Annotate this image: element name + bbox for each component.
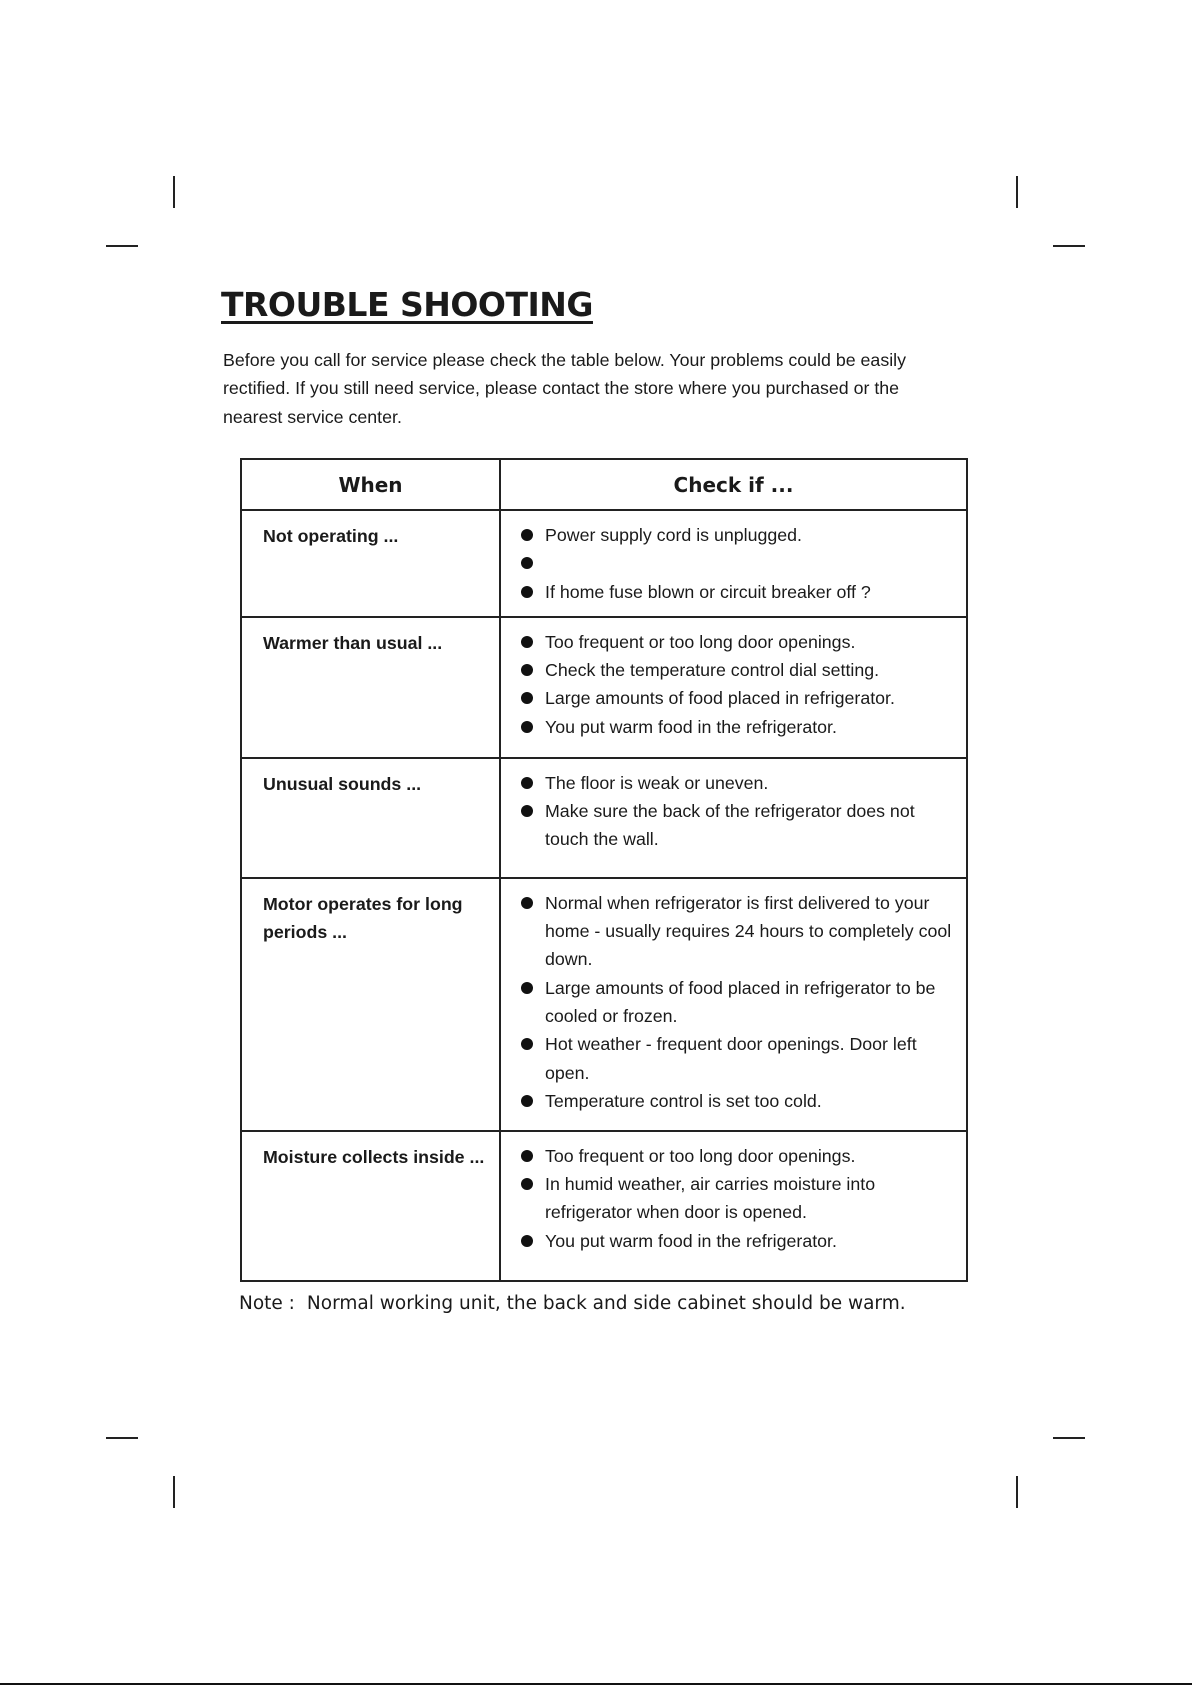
table-row — [241, 878, 967, 1131]
when-label: Moisture collects inside ... — [263, 1146, 485, 1167]
check-item: Make sure the back of the refrigerator does not touch the wall. — [521, 797, 956, 854]
check-item: Large amounts of food placed in refrigerator. — [521, 684, 956, 712]
check-cell — [500, 878, 967, 1131]
check-item: Hot weather - frequent door openings. Door left open. — [521, 1030, 956, 1087]
check-list — [501, 1132, 966, 1265]
when-label: Not operating ... — [263, 526, 399, 546]
crop-mark — [1016, 176, 1018, 208]
crop-mark — [173, 1476, 175, 1508]
header-check: Check if ... — [500, 459, 967, 510]
table-row — [241, 617, 967, 758]
crop-mark — [173, 176, 175, 208]
table-row — [241, 758, 967, 878]
check-item: If home fuse blown or circuit breaker off ? — [521, 578, 956, 606]
check-item: The floor is weak or uneven. — [521, 769, 956, 797]
check-cell — [500, 1131, 967, 1281]
crop-mark — [1053, 245, 1085, 247]
check-item: In humid weather, air carries moisture into refrigerator when door is opened. — [521, 1170, 956, 1227]
crop-mark — [1016, 1476, 1018, 1508]
when-cell — [241, 878, 500, 1131]
check-item: You put warm food in the refrigerator. — [521, 1227, 956, 1255]
check-item: Temperature control is set too cold. — [521, 1087, 956, 1115]
table-body — [241, 510, 967, 1281]
check-cell — [500, 510, 967, 617]
check-cell — [500, 617, 967, 758]
when-label: Motor operates for long periods ... — [263, 893, 463, 943]
header-when: When — [241, 459, 500, 510]
when-label: Warmer than usual ... — [263, 632, 443, 653]
table-header-row — [241, 459, 967, 510]
check-list — [501, 759, 966, 864]
check-list — [501, 511, 966, 616]
note — [239, 1291, 906, 1317]
intro-paragraph: Before you call for service please check the table below. Your problems could be easily rectified. If you still need service, please contact the store where you purchased or the nearest service center. — [223, 350, 906, 427]
crop-mark — [106, 1437, 138, 1439]
when-label: Unusual sounds ... — [263, 773, 422, 794]
check-item: Large amounts of food placed in refrigerator to be cooled or frozen. — [521, 974, 956, 1031]
check-item: Check the temperature control dial setting. — [521, 656, 956, 684]
when-cell — [241, 617, 500, 758]
check-item: You put warm food in the refrigerator. — [521, 713, 956, 741]
check-item: Too frequent or too long door openings. — [521, 1142, 956, 1170]
trouble-shooting-table — [240, 458, 968, 1282]
check-cell — [500, 758, 967, 878]
when-cell — [241, 1131, 500, 1281]
when-cell — [241, 758, 500, 878]
check-item — [521, 549, 956, 577]
table-row — [241, 510, 967, 617]
note-text: Normal working unit, the back and side cabinet should be warm. — [306, 1293, 906, 1314]
check-item: Too frequent or too long door openings. — [521, 628, 956, 656]
check-list — [501, 618, 966, 751]
note-label: Note : — [239, 1293, 295, 1314]
check-list — [501, 879, 966, 1125]
table-row — [241, 1131, 967, 1281]
check-item: Power supply cord is unplugged. — [521, 521, 956, 549]
crop-mark — [106, 245, 138, 247]
crop-mark — [1053, 1437, 1085, 1439]
when-cell — [241, 510, 500, 617]
page-title: TROUBLE SHOOTING — [221, 285, 593, 324]
check-item: Normal when refrigerator is first delivered to your home - usually requires 24 hours to completely cool down. — [521, 889, 956, 974]
